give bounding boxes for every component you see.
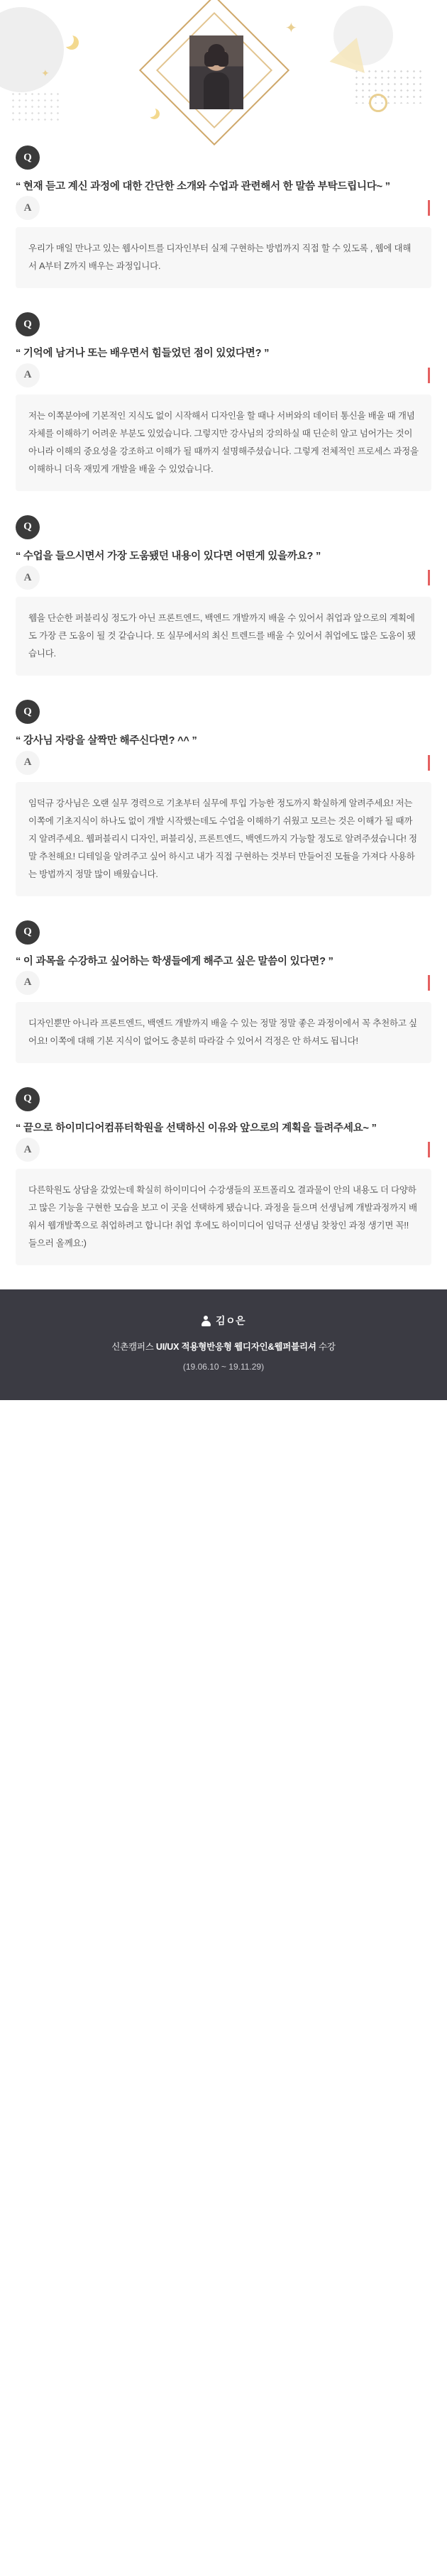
- question-text: “ 강사님 자랑을 살짝만 해주신다면? ^^ ”: [16, 735, 197, 747]
- answer-badge-row: [16, 971, 431, 995]
- student-name-row: [14, 1314, 433, 1328]
- question-text: “ 기억에 남거나 또는 배우면서 힘들었던 점이 있었다면? ”: [16, 348, 270, 360]
- qa-list: [0, 145, 447, 1265]
- question-badge: Q: [16, 700, 40, 724]
- answer-accent-bar: [428, 200, 430, 216]
- course-line: [14, 1339, 433, 1356]
- question-badge: Q: [16, 920, 40, 945]
- qa-item: [16, 145, 431, 288]
- answer-text: 저는 이쪽분야에 기본적인 지식도 없이 시작해서 디자인을 할 때나 서버와의 데이터 통신을 배울 때 개념자체를 이해하기 어려운 부분도 있었습니다. 그렇지만 강사님의 강의하실 때 딘순히 알고 넘어가는 것이 아니라 이해의 중요성을 강조하고 이해가 될 때까지 설명해주셨습니다. 그렇게 전체적인 프로세스 과정을 이해하니 더욱 재밌게 개발을 배울 수 있었습니다.: [16, 395, 431, 491]
- decor-dot-grid-right: [353, 68, 421, 104]
- question-badge-row: [16, 312, 431, 336]
- course-campus: 신촌캠퍼스: [111, 1342, 156, 1353]
- qa-item: [16, 700, 431, 896]
- answer-text: 임덕규 강사님은 오랜 실무 경력으로 기초부터 실무에 투입 가능한 정도까지 확실하게 알려주세요! 저는 이쪽에 기초지식이 하나도 없이 개발 시작했는데도 수업을 이해하기 쉬웠고 모르는 것은 이해가 될 때까지 알려주세요. 웹퍼블리시 디자인, 퍼블리싱, 프론트엔드, 백엔드까지 가능할 정도로 알려주셨습니다! 정말 추천해요! 디테일을 알려주고 싶어 하시고 내가 직접 구현하는 것부터 만들어진 모듈을 가져다 사용하는 방법까지 정말 많이 배웠습니다.: [16, 782, 431, 896]
- question-badge-row: [16, 700, 431, 724]
- question-text: “ 현재 듣고 계신 과정에 대한 간단한 소개와 수업과 관련해서 한 말씀 부탁드립니다~ ”: [16, 181, 390, 192]
- question-text: “ 끝으로 하이미디어컴퓨터학원을 선택하신 이유와 앞으로의 계획을 들려주세요~ ”: [16, 1122, 377, 1134]
- answer-text: 다른학원도 상담을 갔었는데 확실히 하이미디어 수강생들의 포트폴리오 결과물이 안의 내용도 더 다양하고 많은 기능을 구현한 모습을 보고 이 곳을 선택하게 됐습니다. 과정을 들으며 선생님께 개발과정까지 배워서 웹개발쪽으로 취업하려고 합니다! 취업 후에도 하이미디어 임덕규 선생님 찾창인 과정 생기면 꼭!! 들으러 올께요:): [16, 1169, 431, 1265]
- answer-badge: A: [16, 566, 40, 590]
- qa-item: [16, 312, 431, 490]
- answer-text: 우리가 매일 만나고 있는 웹사이트를 디자인부터 실제 구현하는 방법까지 직접 할 수 있도록 , 웹에 대해서 A부터 Z까지 배우는 과정입니다.: [16, 227, 431, 288]
- decor-ring: [369, 94, 387, 112]
- answer-accent-bar: [428, 368, 430, 383]
- answer-badge-row: [16, 196, 431, 220]
- answer-badge-row: [16, 751, 431, 775]
- answer-accent-bar: [428, 1142, 430, 1157]
- question-badge: Q: [16, 145, 40, 170]
- crescent-moon-small-icon: [145, 106, 156, 117]
- decor-dot-grid-left: [10, 91, 60, 123]
- answer-text: 디자인뿐만 아니라 프론트엔드, 백엔드 개발까지 배울 수 있는 정말 정말 좋은 과정이에서 꼭 추천하고 싶어요! 이쪽에 대해 기본 지식이 없어도 충분히 따라갈 수 있어서 걱정은 안 하셔도 됩니다!: [16, 1002, 431, 1063]
- qa-item: [16, 515, 431, 676]
- sparkle-small-icon: ✦: [41, 67, 50, 79]
- question-badge: Q: [16, 312, 40, 336]
- question-badge-row: [16, 145, 431, 170]
- course-title: UI/UX 적용형반응형 웹디자인&웹퍼블리셔: [155, 1342, 316, 1353]
- answer-badge-row: [16, 566, 431, 590]
- student-name: 김ㅇ은: [215, 1315, 246, 1327]
- footer-credit: [0, 1289, 447, 1400]
- answer-badge: A: [16, 1138, 40, 1162]
- question-badge: Q: [16, 515, 40, 539]
- answer-badge: A: [16, 196, 40, 220]
- question-text: “ 이 과목을 수강하고 싶어하는 학생들에게 해주고 싶은 말씀이 있다면? ”: [16, 955, 333, 967]
- decor-circle-gray-left: [0, 7, 64, 92]
- answer-accent-bar: [428, 975, 430, 991]
- answer-accent-bar: [428, 755, 430, 771]
- hero-banner: [0, 0, 447, 145]
- student-photo: [189, 35, 243, 109]
- answer-badge-row: [16, 1138, 431, 1162]
- sparkle-icon: ✦: [285, 21, 297, 36]
- person-icon: [202, 1316, 211, 1326]
- qa-item: [16, 1087, 431, 1265]
- answer-accent-bar: [428, 570, 430, 585]
- question-text: “ 수업을 들으시면서 가장 도움됐던 내용이 있다면 어떤게 있을까요? ”: [16, 550, 321, 562]
- answer-badge: A: [16, 363, 40, 387]
- answer-text: 웹을 단순한 퍼블리싱 정도가 아닌 프론트엔드, 백엔드 개발까지 배울 수 있어서 취업과 앞으로의 계획에도 가장 큰 도움이 될 것 같습니다. 또 실무에서의 최신 트렌드를 배울 수 있어서 취업에도 많은 도움이 됐습니다.: [16, 597, 431, 676]
- answer-badge: A: [16, 971, 40, 995]
- answer-badge: A: [16, 751, 40, 775]
- qa-item: [16, 920, 431, 1063]
- answer-badge-row: [16, 363, 431, 387]
- question-badge-row: [16, 515, 431, 539]
- question-badge-row: [16, 1087, 431, 1111]
- question-badge: Q: [16, 1087, 40, 1111]
- crescent-moon-icon: [60, 33, 74, 47]
- question-badge-row: [16, 920, 431, 945]
- course-suffix: 수강: [316, 1342, 336, 1353]
- course-period: (19.06.10 ~ 19.11.29): [182, 1362, 265, 1372]
